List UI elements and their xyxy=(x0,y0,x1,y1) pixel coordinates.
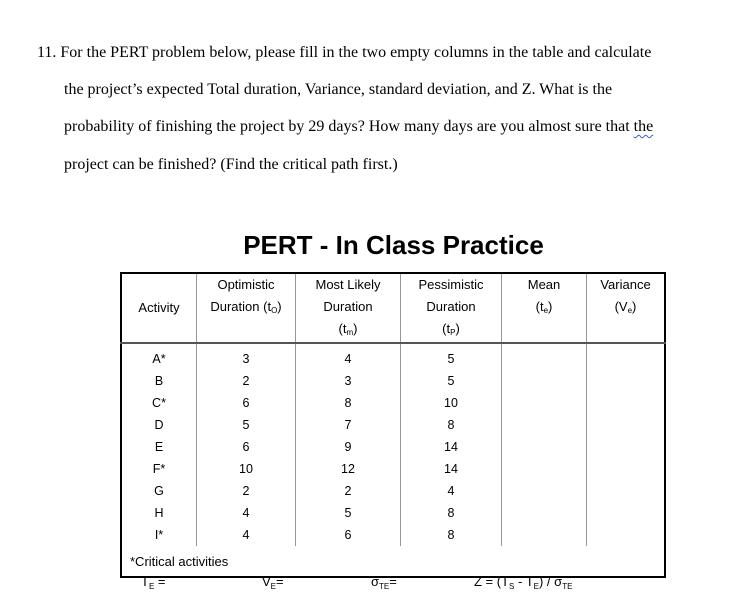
pessimistic-cell: 8 xyxy=(401,414,502,436)
pessimistic-cell: 4 xyxy=(401,480,502,502)
optimistic-cell: 6 xyxy=(197,436,296,458)
footnote-row xyxy=(121,546,665,577)
optimistic-cell: 6 xyxy=(197,392,296,414)
table-row xyxy=(121,524,665,546)
most-likely-cell: 2 xyxy=(296,480,401,502)
table-row xyxy=(121,480,665,502)
header-variance: Variance (Ve) xyxy=(587,273,666,343)
te-formula: $T_E$ = xyxy=(141,574,166,591)
activity-cell: I* xyxy=(121,524,197,546)
optimistic-cell: 2 xyxy=(197,480,296,502)
mean-cell[interactable] xyxy=(502,436,587,458)
pert-table xyxy=(120,272,666,578)
table-header-row xyxy=(121,273,665,343)
table-body xyxy=(121,343,665,577)
table-row xyxy=(121,436,665,458)
variance-cell[interactable] xyxy=(587,436,666,458)
table-row xyxy=(121,458,665,480)
most-likely-cell: 6 xyxy=(296,524,401,546)
activity-cell: B xyxy=(121,370,197,392)
most-likely-cell: 12 xyxy=(296,458,401,480)
most-likely-cell: 7 xyxy=(296,414,401,436)
pessimistic-cell: 5 xyxy=(401,370,502,392)
pessimistic-cell: 14 xyxy=(401,458,502,480)
variance-cell[interactable] xyxy=(587,524,666,546)
header-mean: Mean (te) xyxy=(502,273,587,343)
mean-cell[interactable] xyxy=(502,524,587,546)
variance-cell[interactable] xyxy=(587,502,666,524)
question-line-4: project can be finished? (Find the critical path first.) xyxy=(64,156,398,173)
mean-cell[interactable] xyxy=(502,414,587,436)
spellcheck-underlined-word[interactable]: the xyxy=(633,118,654,135)
optimistic-cell: 5 xyxy=(197,414,296,436)
most-likely-cell: 4 xyxy=(296,343,401,370)
pessimistic-cell: 8 xyxy=(401,524,502,546)
most-likely-cell: 8 xyxy=(296,392,401,414)
most-likely-cell: 5 xyxy=(296,502,401,524)
activity-cell: E xyxy=(121,436,197,458)
header-pessimistic: Pessimistic Duration (tP) xyxy=(401,273,502,343)
question-line-3-text: probability of finishing the project by 29 days? How many days are you almost sure that xyxy=(64,118,630,135)
sigma-formula: $\sigma_{TE}=$ xyxy=(371,574,397,591)
most-likely-cell: 9 xyxy=(296,436,401,458)
variance-cell[interactable] xyxy=(587,343,666,370)
header-most-likely: Most Likely Duration (tm) xyxy=(296,273,401,343)
header-optimistic: Optimistic Duration (tO) xyxy=(197,273,296,343)
variance-cell[interactable] xyxy=(587,392,666,414)
table-row xyxy=(121,392,665,414)
optimistic-cell: 10 xyxy=(197,458,296,480)
activity-cell: C* xyxy=(121,392,197,414)
mean-cell[interactable] xyxy=(502,480,587,502)
table-row xyxy=(121,343,665,370)
mean-cell[interactable] xyxy=(502,343,587,370)
slide-title: PERT - In Class Practice xyxy=(243,230,544,260)
activity-cell: D xyxy=(121,414,197,436)
table-row xyxy=(121,370,665,392)
variance-cell[interactable] xyxy=(587,414,666,436)
mean-cell[interactable] xyxy=(502,392,587,414)
pessimistic-cell: 8 xyxy=(401,502,502,524)
variance-cell[interactable] xyxy=(587,480,666,502)
critical-activities-footnote: *Critical activities xyxy=(130,553,229,569)
optimistic-cell: 4 xyxy=(197,524,296,546)
variance-cell[interactable] xyxy=(587,370,666,392)
variance-cell[interactable] xyxy=(587,458,666,480)
pessimistic-cell: 10 xyxy=(401,392,502,414)
ve-formula: $V_E=$ xyxy=(262,574,284,591)
most-likely-cell: 3 xyxy=(296,370,401,392)
mean-cell[interactable] xyxy=(502,502,587,524)
optimistic-cell: 4 xyxy=(197,502,296,524)
table-row xyxy=(121,414,665,436)
mean-cell[interactable] xyxy=(502,370,587,392)
pessimistic-cell: 14 xyxy=(401,436,502,458)
question-line-1: 11. For the PERT problem below, please fill in the two empty columns in the table and calculate xyxy=(37,44,652,61)
optimistic-cell: 2 xyxy=(197,370,296,392)
optimistic-cell: 3 xyxy=(197,343,296,370)
question-line-3 xyxy=(64,118,653,136)
activity-cell: A* xyxy=(121,343,197,370)
pessimistic-cell: 5 xyxy=(401,343,502,370)
header-activity: Activity xyxy=(121,273,197,343)
activity-cell: G xyxy=(121,480,197,502)
z-formula: $Z = (T_S - T_E) / \sigma_{TE}$ xyxy=(474,574,573,591)
activity-cell: H xyxy=(121,502,197,524)
question-line-2: the project’s expected Total duration, Variance, standard deviation, and Z. What is the xyxy=(64,81,613,98)
table-row xyxy=(121,502,665,524)
formula-row xyxy=(0,574,755,594)
mean-cell[interactable] xyxy=(502,458,587,480)
activity-cell: F* xyxy=(121,458,197,480)
